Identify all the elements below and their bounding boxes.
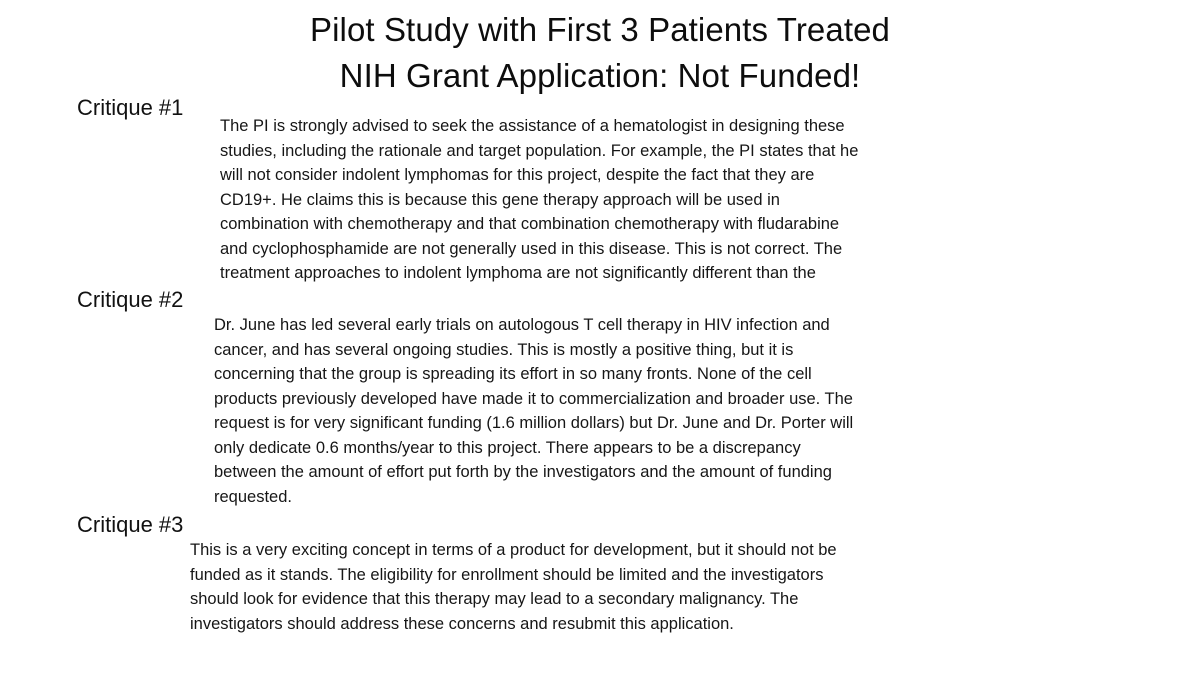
text-line: Dr. June has led several early trials on autologous T cell therapy in HIV infection and — [214, 316, 830, 334]
text-line: The PI is strongly advised to seek the assistance of a hematologist in designing these — [220, 117, 845, 135]
critique-1-text — [220, 114, 858, 286]
critique-2-text — [214, 313, 853, 509]
text-line: funded as it stands. The eligibility for enrollment should be limited and the investigators — [190, 565, 824, 584]
text-line: combination with chemotherapy and that combination chemotherapy with fludarabine — [220, 215, 840, 233]
text-line: between the amount of effort put forth by the investigators and the amount of funding — [214, 463, 832, 481]
text-line: request is for very significant funding (1.6 million dollars) but Dr. June and Dr. Porter will — [214, 414, 854, 432]
text-line: CD19+. He claims this is because this gene therapy approach will be used in — [220, 190, 780, 209]
text-line: will not consider indolent lymphomas for this project, despite the fact that they are — [220, 166, 815, 184]
text-line: should look for evidence that this therapy may lead to a secondary malignancy. The — [190, 590, 799, 608]
text-line: products previously developed have made it to commercialization and broader use. The — [214, 389, 853, 408]
text-line: cancer, and has several ongoing studies. This is mostly a positive thing, but it is — [214, 340, 794, 359]
slide-title-line-1: Pilot Study with First 3 Patients Treated — [309, 11, 891, 48]
text-line: and cyclophosphamide are not generally used in this disease. This is not correct. The — [220, 239, 843, 258]
text-line: concerning that the group is spreading its effort in so many fronts. None of the cell — [214, 365, 812, 383]
text-line: only dedicate 0.6 months/year to this project. There appears to be a discrepancy — [214, 438, 801, 457]
text-line: This is a very exciting concept in terms of a product for development, but it should not be — [190, 541, 837, 559]
critique-3-heading: Critique #3 — [77, 512, 184, 537]
text-line: investigators should address these concerns and resubmit this application. — [190, 614, 734, 633]
text-line: studies, including the rationale and target population. For example, the PI states that he — [220, 141, 859, 160]
slide-title-line-2: NIH Grant Application: Not Funded! — [339, 57, 861, 94]
text-line: treatment approaches to indolent lymphoma are not significantly different than the — [220, 264, 816, 282]
critique-3-text — [190, 538, 837, 636]
text-line: requested. — [214, 487, 292, 506]
critique-1-heading: Critique #1 — [77, 95, 184, 120]
critique-2-heading: Critique #2 — [77, 287, 184, 312]
